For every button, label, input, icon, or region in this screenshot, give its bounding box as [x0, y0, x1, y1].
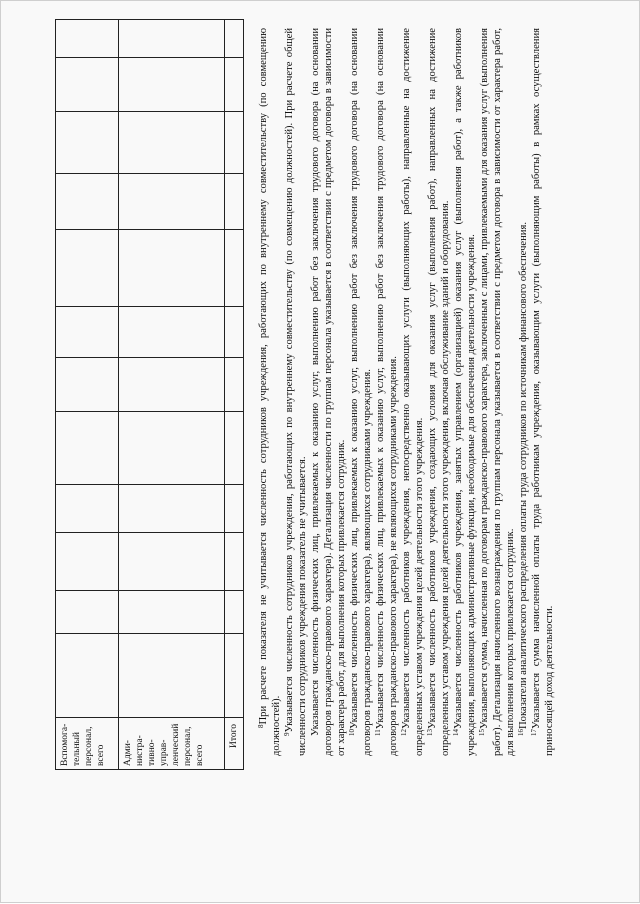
table-cell: [119, 591, 225, 634]
footnote-text: Указывается численность физических лиц, привлекаемых к оказанию услуг, выполнению работ без заключения трудового договора (на основании договоров гражданско-правового характера). Детализация численности по группам персонала указывается в соответствии с предметом договора в зависимости от характера работ, для выполнения которых привлекается сотрудник.: [310, 28, 347, 756]
table-cell: [119, 112, 225, 174]
table-cell: [119, 230, 225, 307]
table-cell: [56, 412, 119, 485]
table-cell: [224, 591, 243, 634]
row-label-total: Итого: [224, 718, 243, 770]
table-cell: [119, 412, 225, 485]
footnote-text: Указывается численность работников учреждения, непосредственно оказывающих услуги (выполняющих работы), направленные на достижение определенных уставом учреждения целей деятельности этого учреждения.: [401, 28, 425, 756]
footnote: [348, 28, 374, 756]
footnote-text: Указывается численность работников учреждения, создающих условия для оказания услуг (выполнения работ), направленных на достижение определенных уставом учреждения целей деятельности этого учреждения, включая обслуживание зданий и оборудования.: [427, 28, 451, 756]
footnote: [374, 28, 400, 756]
table-cell: [119, 20, 225, 58]
table-row: [119, 20, 225, 770]
table-cell: [224, 358, 243, 412]
footnote-number: 16: [517, 729, 525, 736]
footnote-text: Указывается сумма начисленной оплаты труда работникам учреждения, оказывающим услуги (выполняющим работы) в рамках осуществления приносящей доход деятельности.: [531, 28, 555, 756]
table-cell: [224, 112, 243, 174]
footnote-number: 8: [257, 724, 265, 728]
table-cell: [56, 634, 119, 718]
table-cell: [119, 533, 225, 591]
table-row-total: [224, 20, 243, 770]
staff-table: [55, 19, 244, 770]
footnote: [309, 28, 348, 756]
footnote-text: Указывается сумма, начисленная по договорам гражданско-правового характера, заключенным с лицами, привлекаемыми для оказания услуг (выполнения работ). Детализация начисленного вознаграждения по группам персонала указывается в соответствии с предметом договора в зависимости от характера работ, для выполнения которых привлекается сотрудник.: [479, 28, 516, 756]
table-cell: [56, 58, 119, 112]
footnote: [478, 28, 517, 756]
table-cell: [224, 634, 243, 718]
table-cell: [224, 412, 243, 485]
table-cell: [224, 58, 243, 112]
footnote: [283, 28, 309, 756]
footnote-number: 10: [348, 729, 356, 736]
footnote-number: 14: [452, 729, 460, 736]
table-cell: [119, 634, 225, 718]
footnote-number: 9: [283, 732, 291, 736]
table-cell: [56, 485, 119, 533]
table-cell: [56, 174, 119, 230]
footnote-text: Указывается численность сотрудников учреждения, работающих по внутреннему совместительству (по совмещению должностей). При расчете общей численности сотрудников учреждения показатель не учитывается.: [284, 28, 308, 756]
table-cell: [56, 20, 119, 58]
footnote-number: 11: [374, 729, 382, 736]
footnotes: [257, 28, 556, 756]
footnote: [517, 28, 530, 756]
table-cell: [119, 174, 225, 230]
footnote-text: Показатели аналитического распределения оплаты труда сотрудников по источникам финансового обеспечения.: [518, 222, 529, 729]
footnote: [426, 28, 452, 756]
table-cell: [224, 533, 243, 591]
footnote: [257, 28, 283, 756]
table-row: [56, 20, 119, 770]
footnote-text: Указывается численность работников учреждения, занятых управлением (организацией) оказания услуг (выполнения работ), а также работников учреждения, выполняющих административные функции, необходимые для обеспечения деятельности учреждения.: [453, 28, 477, 756]
footnote: [452, 28, 478, 756]
rotated-page-content: [1, 1, 640, 904]
table-cell: [119, 58, 225, 112]
row-label-auxiliary-staff: Вспомога-тельный персонал, всего: [56, 718, 119, 770]
table-cell: [224, 485, 243, 533]
table-cell: [224, 20, 243, 58]
footnote: [400, 28, 426, 756]
footnote-text: Указывается численность физических лиц, привлекаемых к оказанию услуг, выполнению работ без заключения трудового договора (на основании договоров гражданско-правового характера), являющихся сотрудниками учреждения.: [349, 28, 373, 756]
table-cell: [56, 358, 119, 412]
footnote-text: При расчете показателя не учитывается численность сотрудников учреждения, работающих по внутреннему совместительству (по совмещению должностей).: [258, 28, 282, 756]
footnote-number: 15: [478, 729, 486, 736]
row-label-administrative-staff: Адми-нистра-тивно-управ-ленческий персонал, всего: [119, 718, 225, 770]
footnote-text: Указывается численность физических лиц, привлекаемых к оказанию услуг, выполнению работ без заключения трудового договора (на основании договоров гражданско-правового характера), не являющихся сотрудниками учреждения.: [375, 28, 399, 756]
footnote-number: 17: [530, 729, 538, 736]
footnote-number: 13: [426, 729, 434, 736]
footnote: [530, 28, 556, 756]
table-cell: [119, 485, 225, 533]
table-cell: [224, 174, 243, 230]
table-cell: [224, 307, 243, 358]
table-cell: [56, 533, 119, 591]
table-cell: [56, 112, 119, 174]
footnote-number: 12: [400, 729, 408, 736]
table-cell: [119, 358, 225, 412]
table-cell: [224, 230, 243, 307]
table-cell: [56, 230, 119, 307]
table-cell: [56, 591, 119, 634]
table-cell: [56, 307, 119, 358]
table-cell: [119, 307, 225, 358]
